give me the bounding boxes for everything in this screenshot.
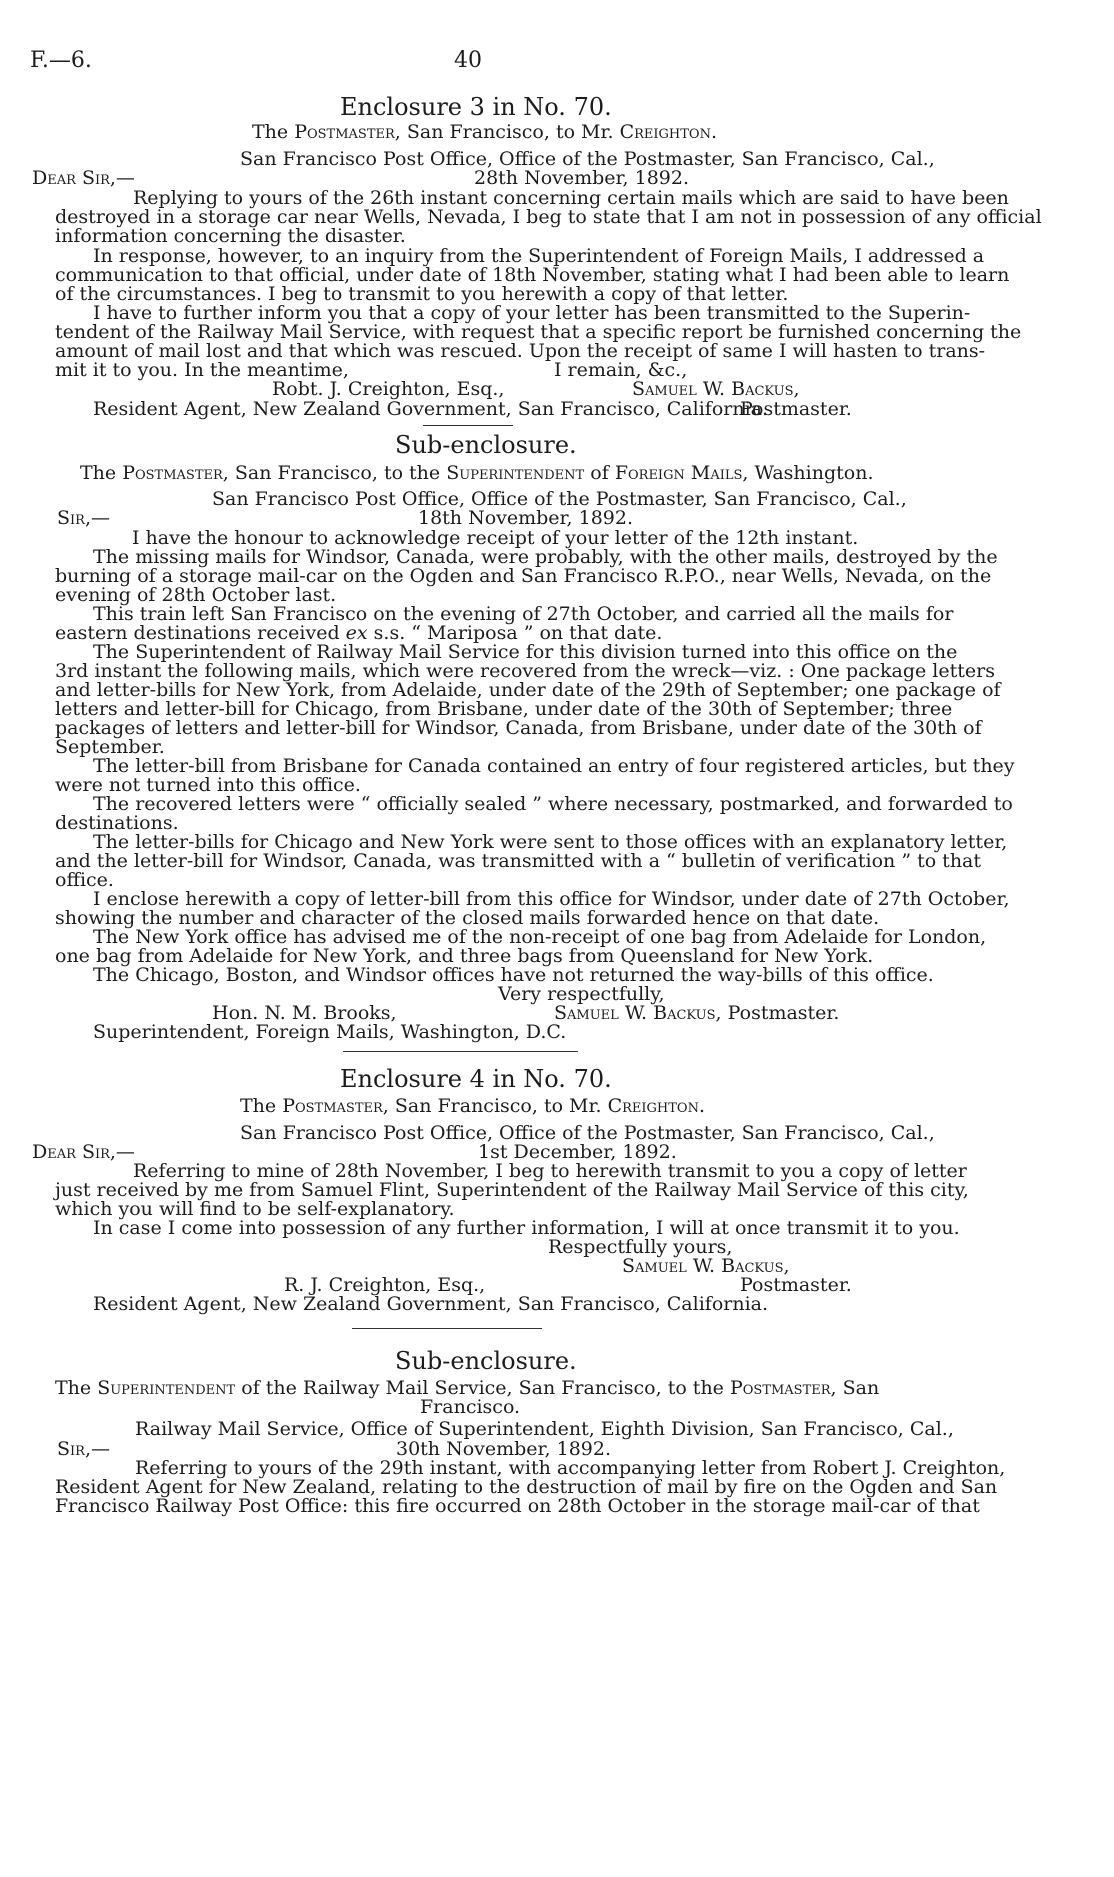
enclosure-4-addressee-title: Resident Agent, New Zealand Government, San Francisco, California.	[93, 1293, 769, 1315]
enclosure-3-line: information concerning the disaster.	[55, 225, 406, 247]
enclosure-4-line: which you will find to be self-explanatory.	[55, 1198, 455, 1220]
enclosure-3-line: of the circumstances. I beg to transmit to you herewith a copy of that letter.	[55, 283, 789, 305]
enclosure-4-line: just received by me from Samuel Flint, Superintendent of the Railway Mail Service of this city,	[55, 1179, 969, 1201]
enclosure-4-salutation: Dear Sir,—	[32, 1141, 135, 1163]
sub-enclosure-1-line: The recovered letters were “ officially sealed ” where necessary, postmarked, and forwarded to	[93, 793, 1013, 815]
enclosure-4-heading: Enclosure 4 in No. 70.	[340, 1065, 612, 1093]
sub-enclosure-1-line: burning of a storage mail-car on the Ogden and San Francisco R.P.O., near Wells, Nevada, on the	[55, 565, 992, 587]
enclosure-4-line: Referring to mine of 28th November, I beg to herewith transmit to you a copy of letter	[133, 1160, 967, 1182]
enclosure-4-date: 1st December, 1892.	[478, 1141, 677, 1163]
enclosure-3-closing: I remain, &c.,	[554, 359, 688, 381]
sub-enclosure-1-line: The letter-bills for Chicago and New York were sent to those offices with an explanatory letter,	[93, 831, 1008, 853]
enclosure-3-line: In response, however, to an inquiry from the Superintendent of Foreign Mails, I addressed a	[93, 245, 985, 267]
enclosure-3-address: San Francisco Post Office, Office of the Postmaster, San Francisco, Cal.,	[240, 148, 935, 170]
document-reference: F.—6.	[30, 48, 92, 73]
sub-enclosure-1-line: destinations.	[55, 812, 179, 834]
sub-enclosure-2-from-to-cont: Francisco.	[420, 1396, 521, 1418]
enclosure-3-heading: Enclosure 3 in No. 70.	[340, 93, 612, 121]
enclosure-3-date: 28th November, 1892.	[474, 167, 690, 189]
section-divider	[352, 1328, 542, 1329]
sub-enclosure-1-signer: Samuel W. Backus, Postmaster.	[554, 1002, 840, 1024]
section-divider	[423, 425, 513, 426]
enclosure-3-salutation: Dear Sir,—	[32, 167, 135, 189]
enclosure-3-signer: Samuel W. Backus,	[632, 378, 800, 400]
enclosure-3-line: destroyed in a storage car near Wells, Nevada, I beg to state that I am not in possession of any official	[55, 206, 1042, 228]
sub-enclosure-1-from-to: The Postmaster, San Francisco, to the Superintendent of Foreign Mails, Washington.	[80, 462, 874, 484]
sub-enclosure-1-addressee-title: Superintendent, Foreign Mails, Washington, D.C.	[93, 1021, 567, 1043]
sub-enclosure-1-line: I have the honour to acknowledge receipt of your letter of the 12th instant.	[132, 527, 859, 549]
sub-enclosure-1-line: The letter-bill from Brisbane for Canada contained an entry of four registered articles, but they	[93, 755, 1015, 777]
sub-enclosure-1-line: evening of 28th October last.	[55, 584, 337, 606]
sub-enclosure-1-line: were not turned into this office.	[55, 774, 361, 796]
sub-enclosure-1-line: The Superintendent of Railway Mail Service for this division turned into this office on the	[93, 641, 958, 663]
sub-enclosure-1-heading: Sub-enclosure.	[395, 431, 577, 459]
enclosure-4-address: San Francisco Post Office, Office of the Postmaster, San Francisco, Cal.,	[240, 1122, 935, 1144]
sub-enclosure-1-addressee: Hon. N. M. Brooks,	[212, 1002, 397, 1024]
sub-enclosure-1-line: and the letter-bill for Windsor, Canada, was transmitted with a “ bulletin of verification ” to that	[55, 850, 982, 872]
enclosure-3-line: Replying to yours of the 26th instant concerning certain mails which are said to have been	[133, 187, 1009, 209]
sub-enclosure-2-date: 30th November, 1892.	[396, 1438, 612, 1460]
enclosure-3-from-to: The Postmaster, San Francisco, to Mr. Creighton.	[252, 121, 718, 143]
sub-enclosure-1-line: The New York office has advised me of the non-receipt of one bag from Adelaide for London,	[93, 926, 987, 948]
sub-enclosure-1-line: The missing mails for Windsor, Canada, were probably, with the other mails, destroyed by the	[93, 546, 998, 568]
section-divider	[343, 1051, 578, 1052]
enclosure-3-line: mit it to you. In the meantime,	[55, 359, 349, 381]
sub-enclosure-1-line: The Chicago, Boston, and Windsor offices have not returned the way-bills of this office.	[93, 964, 934, 986]
sub-enclosure-2-from-to: The Superintendent of the Railway Mail Service, San Francisco, to the Postmaster, San	[55, 1377, 880, 1399]
sub-enclosure-1-line: letters and letter-bill for Chicago, from Brisbane, under date of the 30th of September; three	[55, 698, 953, 720]
sub-enclosure-2-address: Railway Mail Service, Office of Superintendent, Eighth Division, San Francisco, Cal.,	[135, 1418, 954, 1440]
enclosure-4-addressee: R. J. Creighton, Esq.,	[284, 1274, 486, 1296]
sub-enclosure-2-line: Francisco Railway Post Office: this fire occurred on 28th October in the storage mail-car of that	[55, 1495, 980, 1517]
enclosure-4-line: In case I come into possession of any further information, I will at once transmit it to you.	[93, 1217, 960, 1239]
enclosure-4-signer-title: Postmaster.	[740, 1274, 852, 1296]
enclosure-4-from-to: The Postmaster, San Francisco, to Mr. Creighton.	[240, 1095, 706, 1117]
sub-enclosure-1-line: eastern destinations received ex s.s. “ Mariposa ” on that date.	[55, 622, 663, 644]
enclosure-4-signer: Samuel W. Backus,	[622, 1255, 790, 1277]
sub-enclosure-1-line: one bag from Adelaide for New York, and three bags from Queensland for New York.	[55, 945, 874, 967]
sub-enclosure-1-line: and letter-bills for New York, from Adelaide, under date of the 29th of September; one package of	[55, 679, 1001, 701]
sub-enclosure-2-heading: Sub-enclosure.	[395, 1347, 577, 1375]
enclosure-3-line: amount of mail lost and that which was rescued. Upon the receipt of same I will hasten to trans-	[55, 340, 986, 362]
enclosure-3-signer-title: Postmaster.	[740, 398, 852, 420]
sub-enclosure-1-closing: Very respectfully,	[498, 983, 665, 1005]
sub-enclosure-1-line: I enclose herewith a copy of letter-bill from this office for Windsor, under date of 27th October,	[93, 888, 1010, 910]
sub-enclosure-2-line: Resident Agent for New Zealand, relating to the destruction of mail by fire on the Ogden and San	[55, 1476, 998, 1498]
sub-enclosure-1-line: office.	[55, 869, 114, 891]
sub-enclosure-1-line: packages of letters and letter-bill for Windsor, Canada, from Brisbane, under date of the 30th of	[55, 717, 982, 739]
sub-enclosure-1-address: San Francisco Post Office, Office of the Postmaster, San Francisco, Cal.,	[212, 488, 907, 510]
sub-enclosure-2-line: Referring to yours of the 29th instant, with accompanying letter from Robert J. Creighton,	[135, 1457, 1006, 1479]
enclosure-3-line: communication to that official, under date of 18th November, stating what I had been able to learn	[55, 264, 1010, 286]
sub-enclosure-1-line: This train left San Francisco on the evening of 27th October, and carried all the mails for	[93, 603, 954, 625]
enclosure-3-line: I have to further inform you that a copy of your letter has been transmitted to the Superin-	[93, 302, 971, 324]
sub-enclosure-1-salutation: Sir,—	[57, 507, 110, 529]
enclosure-4-closing: Respectfully yours,	[548, 1236, 733, 1258]
sub-enclosure-1-line: September.	[55, 736, 165, 758]
sub-enclosure-1-date: 18th November, 1892.	[418, 507, 634, 529]
sub-enclosure-1-line: 3rd instant the following mails, which were recovered from the wreck—viz. : One package letters	[55, 660, 995, 682]
page-number: 40	[454, 48, 482, 73]
sub-enclosure-1-line: showing the number and character of the closed mails forwarded hence on that date.	[55, 907, 880, 929]
enclosure-3-line: tendent of the Railway Mail Service, with request that a specific report be furnished concerning the	[55, 321, 1022, 343]
enclosure-3-addressee: Robt. J. Creighton, Esq.,	[272, 378, 505, 400]
enclosure-3-addressee-title: Resident Agent, New Zealand Government, San Francisco, California.	[93, 398, 769, 420]
sub-enclosure-2-salutation: Sir,—	[57, 1438, 110, 1460]
